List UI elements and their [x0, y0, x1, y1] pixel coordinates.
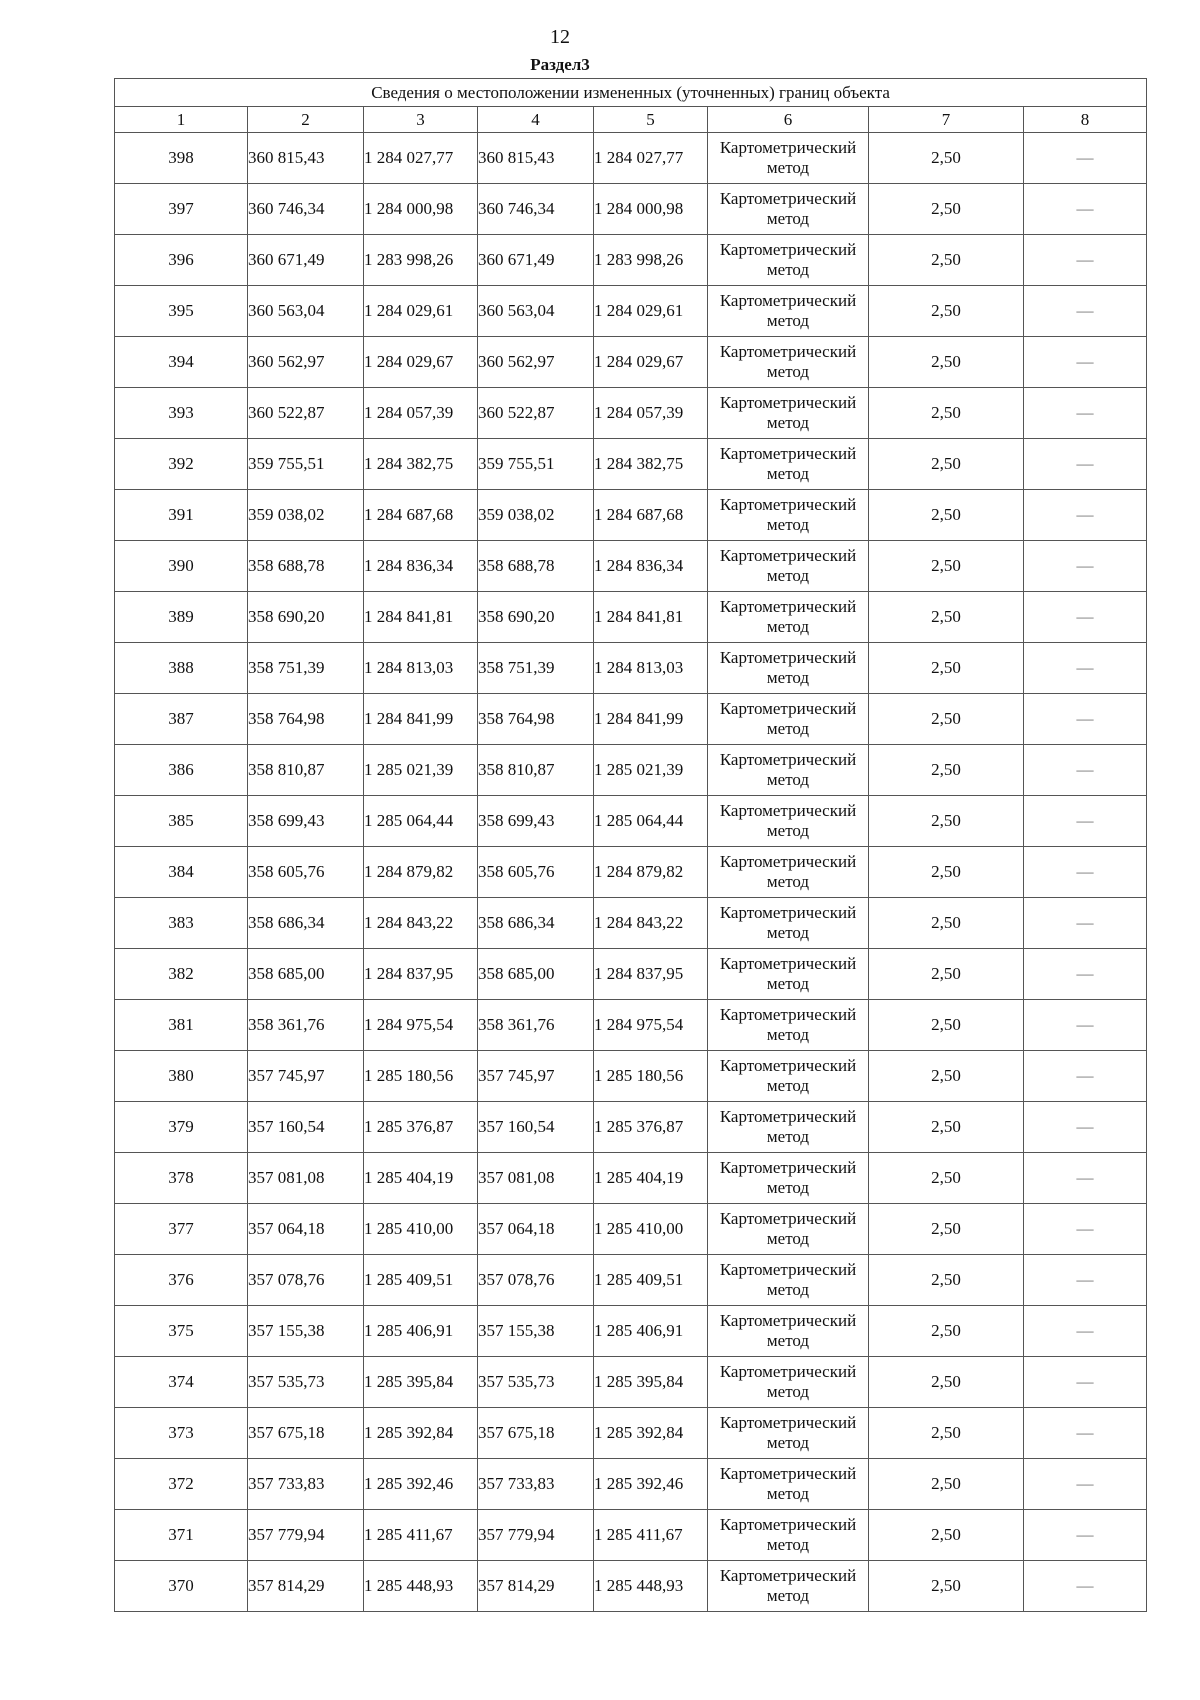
error-cell: 2,50 [869, 898, 1024, 949]
method-cell: Картометрический метод [708, 592, 869, 643]
note-cell: — [1024, 949, 1147, 1000]
x-old-cell: 360 671,49 [248, 235, 364, 286]
table-row [115, 235, 1147, 286]
column-number-row [115, 107, 1147, 133]
point-number-cell: 371 [115, 1510, 248, 1561]
method-cell: Картометрический метод [708, 1459, 869, 1510]
point-number-cell: 388 [115, 643, 248, 694]
y-new-cell: 1 285 409,51 [594, 1255, 708, 1306]
error-cell: 2,50 [869, 1255, 1024, 1306]
x-old-cell: 358 686,34 [248, 898, 364, 949]
table-caption: Сведения о местоположении измененных (уточненных) границ объекта [115, 79, 1147, 107]
y-old-cell: 1 284 837,95 [364, 949, 478, 1000]
point-number-cell: 381 [115, 1000, 248, 1051]
x-old-cell: 357 160,54 [248, 1102, 364, 1153]
table-row [115, 847, 1147, 898]
point-number-cell: 382 [115, 949, 248, 1000]
note-cell: — [1024, 1102, 1147, 1153]
x-new-cell: 357 081,08 [478, 1153, 594, 1204]
x-new-cell: 358 810,87 [478, 745, 594, 796]
x-new-cell: 358 688,78 [478, 541, 594, 592]
x-old-cell: 357 733,83 [248, 1459, 364, 1510]
x-old-cell: 358 810,87 [248, 745, 364, 796]
y-old-cell: 1 285 376,87 [364, 1102, 478, 1153]
x-old-cell: 360 562,97 [248, 337, 364, 388]
y-new-cell: 1 285 376,87 [594, 1102, 708, 1153]
method-cell: Картометрический метод [708, 898, 869, 949]
error-cell: 2,50 [869, 184, 1024, 235]
x-new-cell: 360 522,87 [478, 388, 594, 439]
method-cell: Картометрический метод [708, 1357, 869, 1408]
table-row [115, 949, 1147, 1000]
x-new-cell: 357 745,97 [478, 1051, 594, 1102]
y-new-cell: 1 284 841,99 [594, 694, 708, 745]
y-new-cell: 1 284 027,77 [594, 133, 708, 184]
x-old-cell: 357 745,97 [248, 1051, 364, 1102]
method-cell: Картометрический метод [708, 643, 869, 694]
y-old-cell: 1 284 029,61 [364, 286, 478, 337]
error-cell: 2,50 [869, 439, 1024, 490]
method-cell: Картометрический метод [708, 796, 869, 847]
x-old-cell: 358 688,78 [248, 541, 364, 592]
y-old-cell: 1 284 841,81 [364, 592, 478, 643]
error-cell: 2,50 [869, 1102, 1024, 1153]
point-number-cell: 390 [115, 541, 248, 592]
point-number-cell: 375 [115, 1306, 248, 1357]
y-old-cell: 1 284 975,54 [364, 1000, 478, 1051]
error-cell: 2,50 [869, 541, 1024, 592]
method-cell: Картометрический метод [708, 1204, 869, 1255]
note-cell: — [1024, 1459, 1147, 1510]
point-number-cell: 372 [115, 1459, 248, 1510]
table-row [115, 184, 1147, 235]
x-old-cell: 357 675,18 [248, 1408, 364, 1459]
x-new-cell: 357 064,18 [478, 1204, 594, 1255]
note-cell: — [1024, 337, 1147, 388]
error-cell: 2,50 [869, 1204, 1024, 1255]
table-row [115, 1000, 1147, 1051]
point-number-cell: 389 [115, 592, 248, 643]
method-cell: Картометрический метод [708, 1102, 869, 1153]
y-new-cell: 1 284 837,95 [594, 949, 708, 1000]
note-cell: — [1024, 694, 1147, 745]
y-new-cell: 1 284 029,61 [594, 286, 708, 337]
table-row [115, 1357, 1147, 1408]
error-cell: 2,50 [869, 847, 1024, 898]
x-old-cell: 358 690,20 [248, 592, 364, 643]
error-cell: 2,50 [869, 1306, 1024, 1357]
point-number-cell: 380 [115, 1051, 248, 1102]
table-row [115, 1102, 1147, 1153]
table-row [115, 592, 1147, 643]
x-new-cell: 358 685,00 [478, 949, 594, 1000]
note-cell: — [1024, 1153, 1147, 1204]
table-row [115, 133, 1147, 184]
method-cell: Картометрический метод [708, 133, 869, 184]
x-new-cell: 358 361,76 [478, 1000, 594, 1051]
x-new-cell: 357 160,54 [478, 1102, 594, 1153]
x-old-cell: 357 064,18 [248, 1204, 364, 1255]
point-number-cell: 379 [115, 1102, 248, 1153]
y-old-cell: 1 284 027,77 [364, 133, 478, 184]
table-body [115, 133, 1147, 1612]
method-cell: Картометрический метод [708, 286, 869, 337]
table-row [115, 1561, 1147, 1612]
x-old-cell: 357 814,29 [248, 1561, 364, 1612]
note-cell: — [1024, 1357, 1147, 1408]
point-number-cell: 387 [115, 694, 248, 745]
method-cell: Картометрический метод [708, 1000, 869, 1051]
table-row [115, 337, 1147, 388]
error-cell: 2,50 [869, 949, 1024, 1000]
y-new-cell: 1 285 180,56 [594, 1051, 708, 1102]
y-old-cell: 1 284 841,99 [364, 694, 478, 745]
x-old-cell: 357 081,08 [248, 1153, 364, 1204]
note-cell: — [1024, 1204, 1147, 1255]
y-old-cell: 1 284 843,22 [364, 898, 478, 949]
column-number: 1 [115, 107, 248, 133]
method-cell: Картометрический метод [708, 490, 869, 541]
x-old-cell: 357 535,73 [248, 1357, 364, 1408]
column-number: 3 [364, 107, 478, 133]
method-cell: Картометрический метод [708, 949, 869, 1000]
method-cell: Картометрический метод [708, 847, 869, 898]
y-old-cell: 1 284 687,68 [364, 490, 478, 541]
table-caption-row [115, 79, 1147, 107]
table-row [115, 898, 1147, 949]
table-row [115, 694, 1147, 745]
point-number-cell: 384 [115, 847, 248, 898]
method-cell: Картометрический метод [708, 1051, 869, 1102]
y-old-cell: 1 285 395,84 [364, 1357, 478, 1408]
point-number-cell: 393 [115, 388, 248, 439]
note-cell: — [1024, 898, 1147, 949]
point-number-cell: 374 [115, 1357, 248, 1408]
table-row [115, 1306, 1147, 1357]
point-number-cell: 394 [115, 337, 248, 388]
y-new-cell: 1 284 687,68 [594, 490, 708, 541]
point-number-cell: 398 [115, 133, 248, 184]
method-cell: Картометрический метод [708, 184, 869, 235]
error-cell: 2,50 [869, 592, 1024, 643]
method-cell: Картометрический метод [708, 1255, 869, 1306]
table-row [115, 1255, 1147, 1306]
method-cell: Картометрический метод [708, 1561, 869, 1612]
y-new-cell: 1 284 975,54 [594, 1000, 708, 1051]
note-cell: — [1024, 286, 1147, 337]
error-cell: 2,50 [869, 1153, 1024, 1204]
y-new-cell: 1 284 841,81 [594, 592, 708, 643]
error-cell: 2,50 [869, 1051, 1024, 1102]
x-old-cell: 358 751,39 [248, 643, 364, 694]
page-number: 12 [550, 26, 570, 48]
table-row [115, 1153, 1147, 1204]
note-cell: — [1024, 1510, 1147, 1561]
method-cell: Картометрический метод [708, 694, 869, 745]
table-row [115, 1510, 1147, 1561]
x-new-cell: 359 755,51 [478, 439, 594, 490]
table-row [115, 286, 1147, 337]
x-old-cell: 360 746,34 [248, 184, 364, 235]
column-number: 2 [248, 107, 364, 133]
table-row [115, 439, 1147, 490]
x-new-cell: 360 671,49 [478, 235, 594, 286]
table-row [115, 388, 1147, 439]
error-cell: 2,50 [869, 694, 1024, 745]
x-old-cell: 358 699,43 [248, 796, 364, 847]
error-cell: 2,50 [869, 1510, 1024, 1561]
error-cell: 2,50 [869, 490, 1024, 541]
column-number: 8 [1024, 107, 1147, 133]
x-new-cell: 360 746,34 [478, 184, 594, 235]
y-old-cell: 1 284 382,75 [364, 439, 478, 490]
x-old-cell: 360 563,04 [248, 286, 364, 337]
table-row [115, 1051, 1147, 1102]
error-cell: 2,50 [869, 235, 1024, 286]
x-new-cell: 357 733,83 [478, 1459, 594, 1510]
y-new-cell: 1 285 392,84 [594, 1408, 708, 1459]
y-old-cell: 1 284 057,39 [364, 388, 478, 439]
x-old-cell: 358 605,76 [248, 847, 364, 898]
method-cell: Картометрический метод [708, 439, 869, 490]
y-old-cell: 1 284 879,82 [364, 847, 478, 898]
y-new-cell: 1 285 411,67 [594, 1510, 708, 1561]
table-row [115, 745, 1147, 796]
note-cell: — [1024, 1051, 1147, 1102]
note-cell: — [1024, 745, 1147, 796]
x-new-cell: 357 779,94 [478, 1510, 594, 1561]
y-old-cell: 1 285 180,56 [364, 1051, 478, 1102]
y-old-cell: 1 285 410,00 [364, 1204, 478, 1255]
method-cell: Картометрический метод [708, 388, 869, 439]
note-cell: — [1024, 796, 1147, 847]
method-cell: Картометрический метод [708, 1510, 869, 1561]
x-old-cell: 358 361,76 [248, 1000, 364, 1051]
y-old-cell: 1 284 813,03 [364, 643, 478, 694]
note-cell: — [1024, 1408, 1147, 1459]
method-cell: Картометрический метод [708, 745, 869, 796]
y-old-cell: 1 285 064,44 [364, 796, 478, 847]
column-number: 7 [869, 107, 1024, 133]
y-new-cell: 1 285 406,91 [594, 1306, 708, 1357]
y-new-cell: 1 285 448,93 [594, 1561, 708, 1612]
method-cell: Картометрический метод [708, 1408, 869, 1459]
error-cell: 2,50 [869, 1000, 1024, 1051]
x-new-cell: 360 815,43 [478, 133, 594, 184]
x-old-cell: 360 522,87 [248, 388, 364, 439]
error-cell: 2,50 [869, 745, 1024, 796]
error-cell: 2,50 [869, 1408, 1024, 1459]
x-new-cell: 359 038,02 [478, 490, 594, 541]
y-new-cell: 1 285 410,00 [594, 1204, 708, 1255]
point-number-cell: 392 [115, 439, 248, 490]
x-new-cell: 357 078,76 [478, 1255, 594, 1306]
y-new-cell: 1 283 998,26 [594, 235, 708, 286]
method-cell: Картометрический метод [708, 541, 869, 592]
y-old-cell: 1 285 392,84 [364, 1408, 478, 1459]
y-old-cell: 1 285 021,39 [364, 745, 478, 796]
point-number-cell: 397 [115, 184, 248, 235]
note-cell: — [1024, 1000, 1147, 1051]
point-number-cell: 396 [115, 235, 248, 286]
x-new-cell: 360 563,04 [478, 286, 594, 337]
note-cell: — [1024, 133, 1147, 184]
error-cell: 2,50 [869, 133, 1024, 184]
y-old-cell: 1 285 448,93 [364, 1561, 478, 1612]
section-title: Раздел3 [530, 55, 590, 74]
error-cell: 2,50 [869, 643, 1024, 694]
note-cell: — [1024, 1255, 1147, 1306]
point-number-cell: 391 [115, 490, 248, 541]
x-old-cell: 357 155,38 [248, 1306, 364, 1357]
error-cell: 2,50 [869, 286, 1024, 337]
x-new-cell: 357 814,29 [478, 1561, 594, 1612]
x-new-cell: 360 562,97 [478, 337, 594, 388]
table-row [115, 1204, 1147, 1255]
x-new-cell: 358 751,39 [478, 643, 594, 694]
method-cell: Картометрический метод [708, 1306, 869, 1357]
x-new-cell: 358 690,20 [478, 592, 594, 643]
y-new-cell: 1 284 879,82 [594, 847, 708, 898]
column-number: 5 [594, 107, 708, 133]
x-new-cell: 357 535,73 [478, 1357, 594, 1408]
y-new-cell: 1 285 395,84 [594, 1357, 708, 1408]
note-cell: — [1024, 1561, 1147, 1612]
x-old-cell: 357 779,94 [248, 1510, 364, 1561]
y-old-cell: 1 284 836,34 [364, 541, 478, 592]
table-row [115, 1408, 1147, 1459]
y-new-cell: 1 284 813,03 [594, 643, 708, 694]
note-cell: — [1024, 1306, 1147, 1357]
y-old-cell: 1 285 404,19 [364, 1153, 478, 1204]
note-cell: — [1024, 643, 1147, 694]
y-new-cell: 1 284 836,34 [594, 541, 708, 592]
error-cell: 2,50 [869, 1459, 1024, 1510]
method-cell: Картометрический метод [708, 1153, 869, 1204]
note-cell: — [1024, 592, 1147, 643]
x-new-cell: 357 155,38 [478, 1306, 594, 1357]
y-new-cell: 1 285 064,44 [594, 796, 708, 847]
error-cell: 2,50 [869, 796, 1024, 847]
note-cell: — [1024, 184, 1147, 235]
point-number-cell: 377 [115, 1204, 248, 1255]
table-row [115, 796, 1147, 847]
y-new-cell: 1 285 021,39 [594, 745, 708, 796]
method-cell: Картометрический метод [708, 337, 869, 388]
note-cell: — [1024, 439, 1147, 490]
y-old-cell: 1 284 029,67 [364, 337, 478, 388]
error-cell: 2,50 [869, 1357, 1024, 1408]
note-cell: — [1024, 847, 1147, 898]
column-number: 6 [708, 107, 869, 133]
x-new-cell: 358 686,34 [478, 898, 594, 949]
note-cell: — [1024, 388, 1147, 439]
table-row [115, 1459, 1147, 1510]
y-new-cell: 1 284 000,98 [594, 184, 708, 235]
note-cell: — [1024, 235, 1147, 286]
point-number-cell: 386 [115, 745, 248, 796]
y-new-cell: 1 284 382,75 [594, 439, 708, 490]
x-old-cell: 358 764,98 [248, 694, 364, 745]
boundary-table [114, 78, 1147, 1612]
x-old-cell: 359 755,51 [248, 439, 364, 490]
method-cell: Картометрический метод [708, 235, 869, 286]
y-old-cell: 1 285 411,67 [364, 1510, 478, 1561]
error-cell: 2,50 [869, 388, 1024, 439]
error-cell: 2,50 [869, 1561, 1024, 1612]
y-old-cell: 1 283 998,26 [364, 235, 478, 286]
table-row [115, 643, 1147, 694]
x-new-cell: 358 699,43 [478, 796, 594, 847]
note-cell: — [1024, 490, 1147, 541]
x-new-cell: 357 675,18 [478, 1408, 594, 1459]
x-old-cell: 360 815,43 [248, 133, 364, 184]
y-old-cell: 1 284 000,98 [364, 184, 478, 235]
x-new-cell: 358 764,98 [478, 694, 594, 745]
table-row [115, 541, 1147, 592]
x-old-cell: 358 685,00 [248, 949, 364, 1000]
y-new-cell: 1 284 843,22 [594, 898, 708, 949]
point-number-cell: 383 [115, 898, 248, 949]
y-old-cell: 1 285 392,46 [364, 1459, 478, 1510]
y-new-cell: 1 284 057,39 [594, 388, 708, 439]
y-new-cell: 1 284 029,67 [594, 337, 708, 388]
note-cell: — [1024, 541, 1147, 592]
point-number-cell: 378 [115, 1153, 248, 1204]
y-new-cell: 1 285 404,19 [594, 1153, 708, 1204]
column-number: 4 [478, 107, 594, 133]
error-cell: 2,50 [869, 337, 1024, 388]
x-old-cell: 357 078,76 [248, 1255, 364, 1306]
y-old-cell: 1 285 406,91 [364, 1306, 478, 1357]
x-old-cell: 359 038,02 [248, 490, 364, 541]
y-new-cell: 1 285 392,46 [594, 1459, 708, 1510]
x-new-cell: 358 605,76 [478, 847, 594, 898]
point-number-cell: 370 [115, 1561, 248, 1612]
point-number-cell: 395 [115, 286, 248, 337]
y-old-cell: 1 285 409,51 [364, 1255, 478, 1306]
table-row [115, 490, 1147, 541]
point-number-cell: 376 [115, 1255, 248, 1306]
point-number-cell: 373 [115, 1408, 248, 1459]
point-number-cell: 385 [115, 796, 248, 847]
